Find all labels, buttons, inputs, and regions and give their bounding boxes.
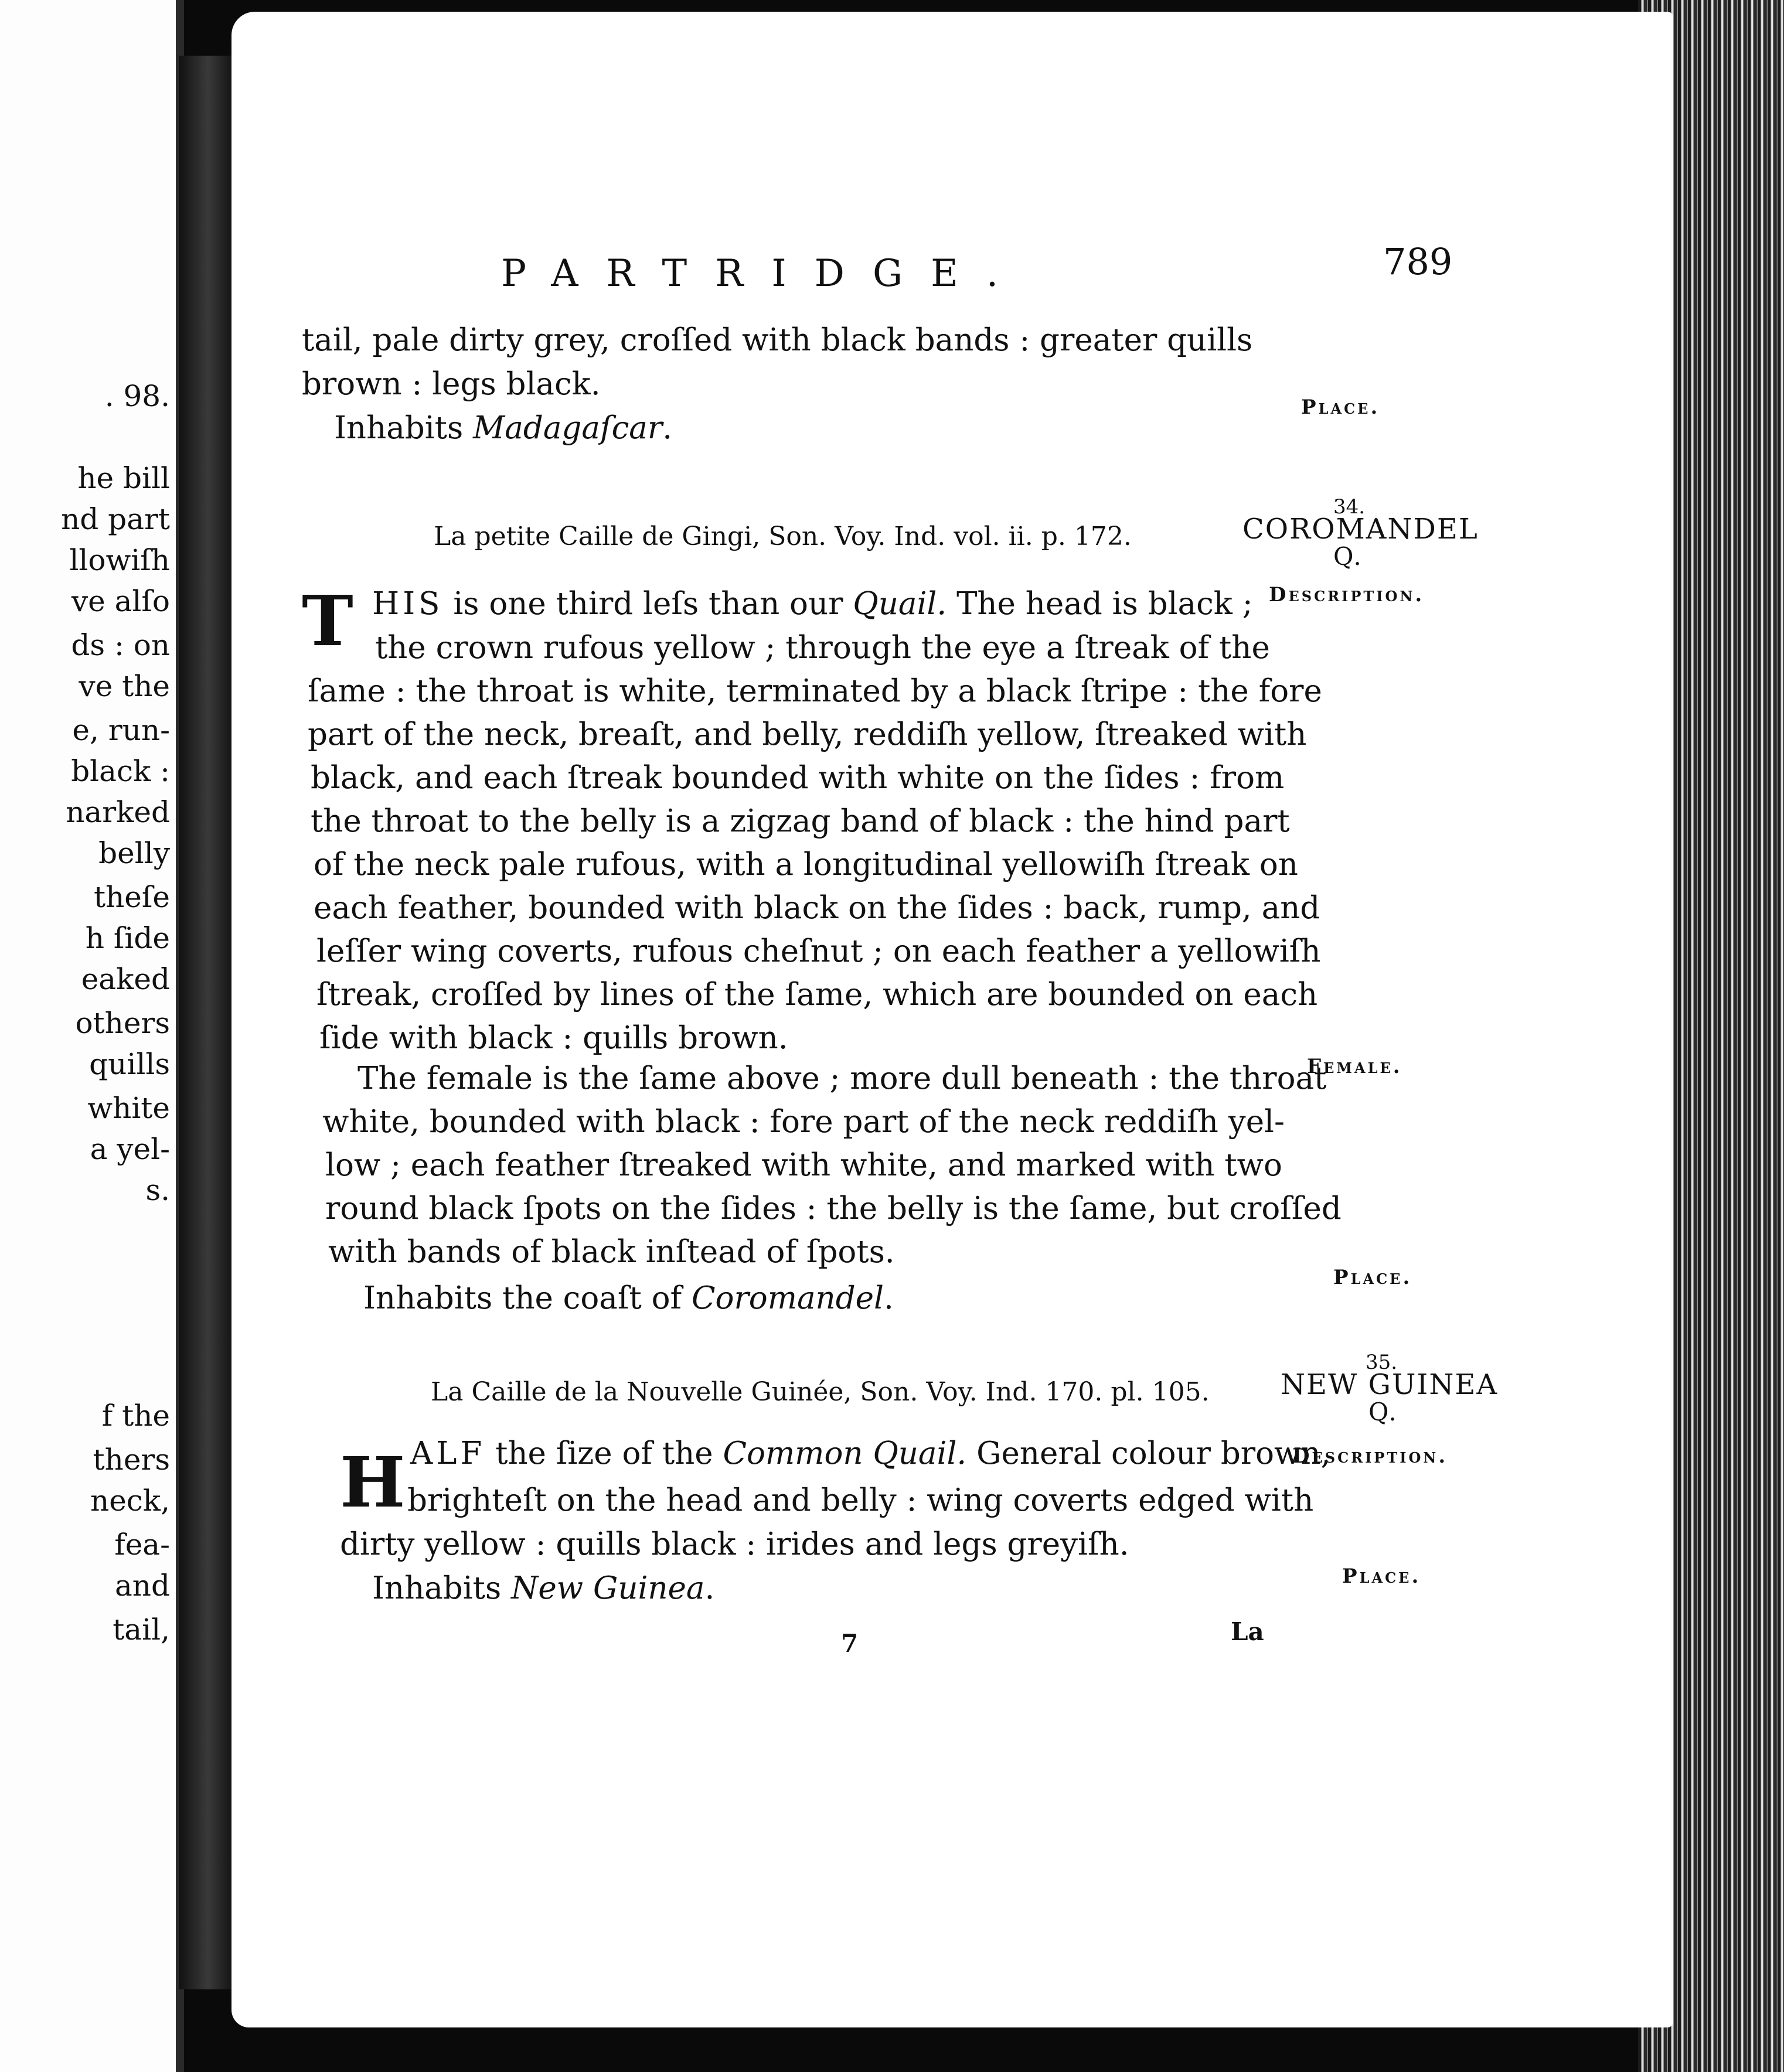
entry34-female-line: round black ſpots on the ſides : the belly is the ſame, but croſſed (325, 1191, 1342, 1226)
entry34-caption: La petite Caille de Gingi, Son. Voy. Ind. vol. ii. p. 172. (434, 522, 1132, 551)
left-page-fragment: quills (89, 1047, 170, 1081)
left-page-fragment: eaked (81, 962, 170, 996)
entry35-number: 35. (1366, 1351, 1398, 1374)
catchword: La (1231, 1617, 1264, 1646)
entry34-line: each feather, bounded with black on the ſides : back, rump, and (314, 890, 1320, 926)
left-page-fragment: h ſide (85, 921, 170, 955)
entry35-line-3: dirty yellow : quills black : irides and legs greyiſh. (340, 1526, 1129, 1562)
entry35-caption: La Caille de la Nouvelle Guinée, Son. Voy. Ind. 170. pl. 105. (431, 1377, 1210, 1407)
entry34-female-line: low ; each feather ſtreaked with white, and marked with two (325, 1147, 1282, 1183)
left-page-fragment: black : (71, 754, 170, 788)
left-page-fragment: theſe (94, 880, 170, 914)
entry34-line: ſide with black : quills brown. (319, 1020, 788, 1056)
entry35-place-line: Inhabits New Guinea. (372, 1570, 715, 1606)
margin-female: Female. (1307, 1055, 1402, 1078)
entry34-female-line: with bands of black inſtead of ſpots. (328, 1234, 895, 1270)
page-number: 789 (1383, 240, 1453, 283)
left-page-fragment: fea- (114, 1528, 170, 1562)
entry34-line: the throat to the belly is a zigzag band of black : the hind part (311, 803, 1290, 839)
left-page-fragment: neck, (90, 1484, 170, 1518)
left-page-fragment: white (87, 1091, 170, 1125)
entry35-line-first: ALF the ſize of the Common Quail. General colour brown, (410, 1436, 1331, 1471)
intro-place-line: Inhabits Madagaſcar. (334, 410, 673, 446)
entry35-line-2: brighteſt on the head and belly : wing coverts edged with (407, 1483, 1314, 1518)
entry35-abbr: Q. (1368, 1398, 1398, 1426)
margin-place-2: Place. (1333, 1266, 1412, 1289)
margin-place-3: Place. (1342, 1565, 1421, 1588)
entry34-line: leſſer wing coverts, rufous cheſnut ; on each feather a yellowiſh (316, 933, 1321, 969)
entry35-name: NEW GUINEA (1281, 1368, 1499, 1401)
entry34-female-line: The female is the ſame above ; more dull beneath : the throat (358, 1061, 1327, 1096)
intro-line-2: brown : legs black. (302, 366, 601, 402)
book-gutter (179, 56, 231, 1989)
left-page-fragment: e, run- (72, 713, 170, 747)
entry34-dropcap: T (302, 580, 353, 662)
entry35-dropcap: H (340, 1441, 406, 1523)
left-page-fragment: nd part (61, 502, 170, 536)
running-head: PARTRIDGE. (501, 252, 1027, 295)
left-page-fragment: . 98. (104, 379, 170, 413)
margin-description-2: Description. (1292, 1444, 1448, 1468)
left-page-fragment: s. (145, 1173, 170, 1207)
entry34-name: COROMANDEL (1242, 513, 1479, 546)
entry34-line: ſtreak, croſſed by lines of the ſame, which are bounded on each (316, 977, 1318, 1013)
left-page-fragment: a yel- (90, 1132, 170, 1166)
signature-mark: 7 (841, 1629, 859, 1658)
margin-description-1: Description. (1269, 583, 1425, 606)
left-page-fragment: thers (93, 1443, 170, 1477)
entry34-place-line: Inhabits the coaſt of Coromandel. (363, 1280, 894, 1316)
left-page-fragment: narked (66, 795, 170, 829)
left-page-fragment: ve alſo (71, 584, 170, 618)
entry34-line: part of the neck, breaſt, and belly, reddiſh yellow, ſtreaked with (308, 717, 1307, 752)
entry34-line: the crown rufous yellow ; through the eye a ſtreak of the (375, 630, 1270, 666)
left-page-fragment: ds : on (71, 628, 170, 662)
left-page-fragment: f the (101, 1399, 170, 1433)
main-page (231, 12, 1673, 2027)
margin-place-1: Place. (1301, 396, 1380, 419)
left-page-fragment: ve the (79, 669, 170, 703)
left-page-fragment: belly (98, 836, 170, 870)
entry34-line: ſame : the throat is white, terminated by a black ſtripe : the fore (308, 673, 1322, 709)
left-page-fragment: others (75, 1006, 170, 1040)
left-page-fragment: he bill (77, 461, 170, 495)
entry34-line: of the neck pale rufous, with a longitudinal yellowiſh ſtreak on (314, 847, 1298, 882)
left-facing-page (0, 0, 184, 2072)
entry34-number: 34. (1333, 495, 1366, 519)
entry34-line-first: HIS is one third leſs than our Quail. The head is black ; (372, 586, 1253, 622)
left-page-fragment: and (114, 1569, 170, 1603)
entry34-abbr: Q. (1333, 542, 1363, 571)
entry34-female-line: white, bounded with black : fore part of the neck reddiſh yel- (322, 1104, 1285, 1140)
left-page-fragment: llowiſh (69, 543, 170, 577)
left-page-fragment: tail, (113, 1613, 170, 1647)
intro-line-1: tail, pale dirty grey, croſſed with black bands : greater quills (302, 322, 1253, 358)
entry34-line: black, and each ſtreak bounded with white on the ſides : from (311, 760, 1285, 796)
